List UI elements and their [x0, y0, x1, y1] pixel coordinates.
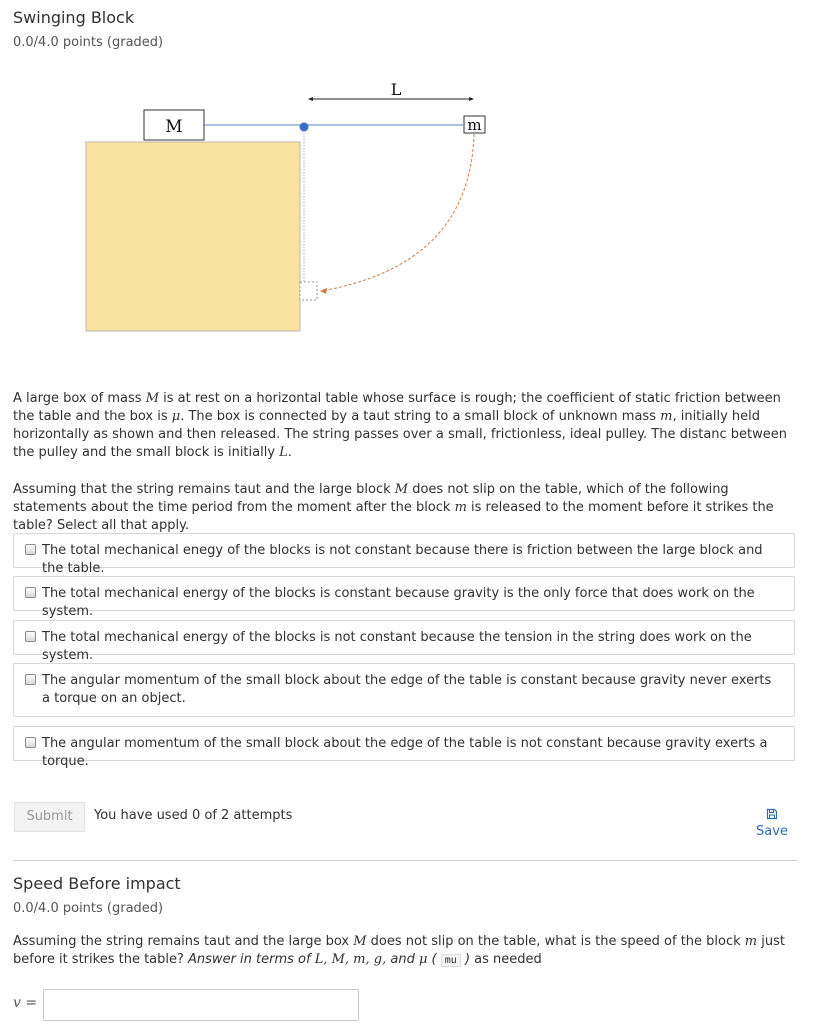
length-L-label: L — [390, 80, 402, 99]
checkbox[interactable] — [25, 587, 36, 598]
problem-points: 0.0/4.0 points (graded) — [13, 901, 164, 916]
checkbox[interactable] — [25, 737, 36, 748]
checkbox[interactable] — [25, 631, 36, 642]
problem-title: Swinging Block — [13, 8, 135, 27]
answer-label: v = — [13, 995, 38, 1011]
save-label: Save — [756, 824, 788, 839]
final-position-block — [300, 282, 317, 300]
checkbox[interactable] — [25, 674, 36, 685]
save-icon — [766, 808, 778, 820]
save-button[interactable] — [752, 808, 792, 839]
problem-description: A large box of mass M is at rest on a horizontal table whose surface is rough; the coefficient of static friction between the table and the box is μ. The box is connected by a taut string to a small block of unknown mass m, initially held horizontally as shown and then released. The string passes over a small, frictionless, ideal pulley. The distanc between the pulley and the small block is initially L. — [13, 391, 788, 460]
problem-title: Speed Before impact — [13, 874, 181, 893]
mass-M-label: M — [165, 117, 183, 137]
section-divider — [13, 860, 797, 861]
problem-points: 0.0/4.0 points (graded) — [13, 35, 164, 50]
submit-button[interactable]: Submit — [14, 802, 85, 832]
pulley — [300, 123, 309, 132]
large-box — [86, 142, 300, 331]
choice-option[interactable]: The angular momentum of the small block about the edge of the table is constant because gravity never exerts a torque on an object. — [13, 663, 795, 717]
question-text: Assuming that the string remains taut and the large block M does not slip on the table, which of the following statements about the time period from the moment after the block m is released to the moment before it strikes the table? Select all that apply. — [13, 482, 774, 533]
swing-arc — [321, 134, 474, 291]
mass-m-label: m — [467, 116, 482, 134]
choice-option[interactable]: The total mechanical energy of the blocks is not constant because the tension in the string does work on the system. — [13, 620, 795, 655]
choice-option[interactable]: The angular momentum of the small block about the edge of the table is not constant because gravity exerts a torque. — [13, 726, 795, 761]
attempts-text: You have used 0 of 2 attempts — [94, 808, 293, 823]
answer-input[interactable] — [43, 989, 359, 1021]
choice-option[interactable]: The total mechanical enegy of the blocks is not constant because there is friction between the large block and the table. — [13, 533, 795, 568]
choice-option[interactable]: The total mechanical energy of the blocks is constant because gravity is the only force that does work on the system. — [13, 576, 795, 611]
question-text: Assuming the string remains taut and the large box M does not slip on the table, what is the speed of the block m just before it strikes the table? Answer in terms of L, M, m, g, and μ ( mu ) as needed — [13, 934, 785, 967]
swinging-block-diagram — [0, 75, 830, 345]
checkbox[interactable] — [25, 544, 36, 555]
